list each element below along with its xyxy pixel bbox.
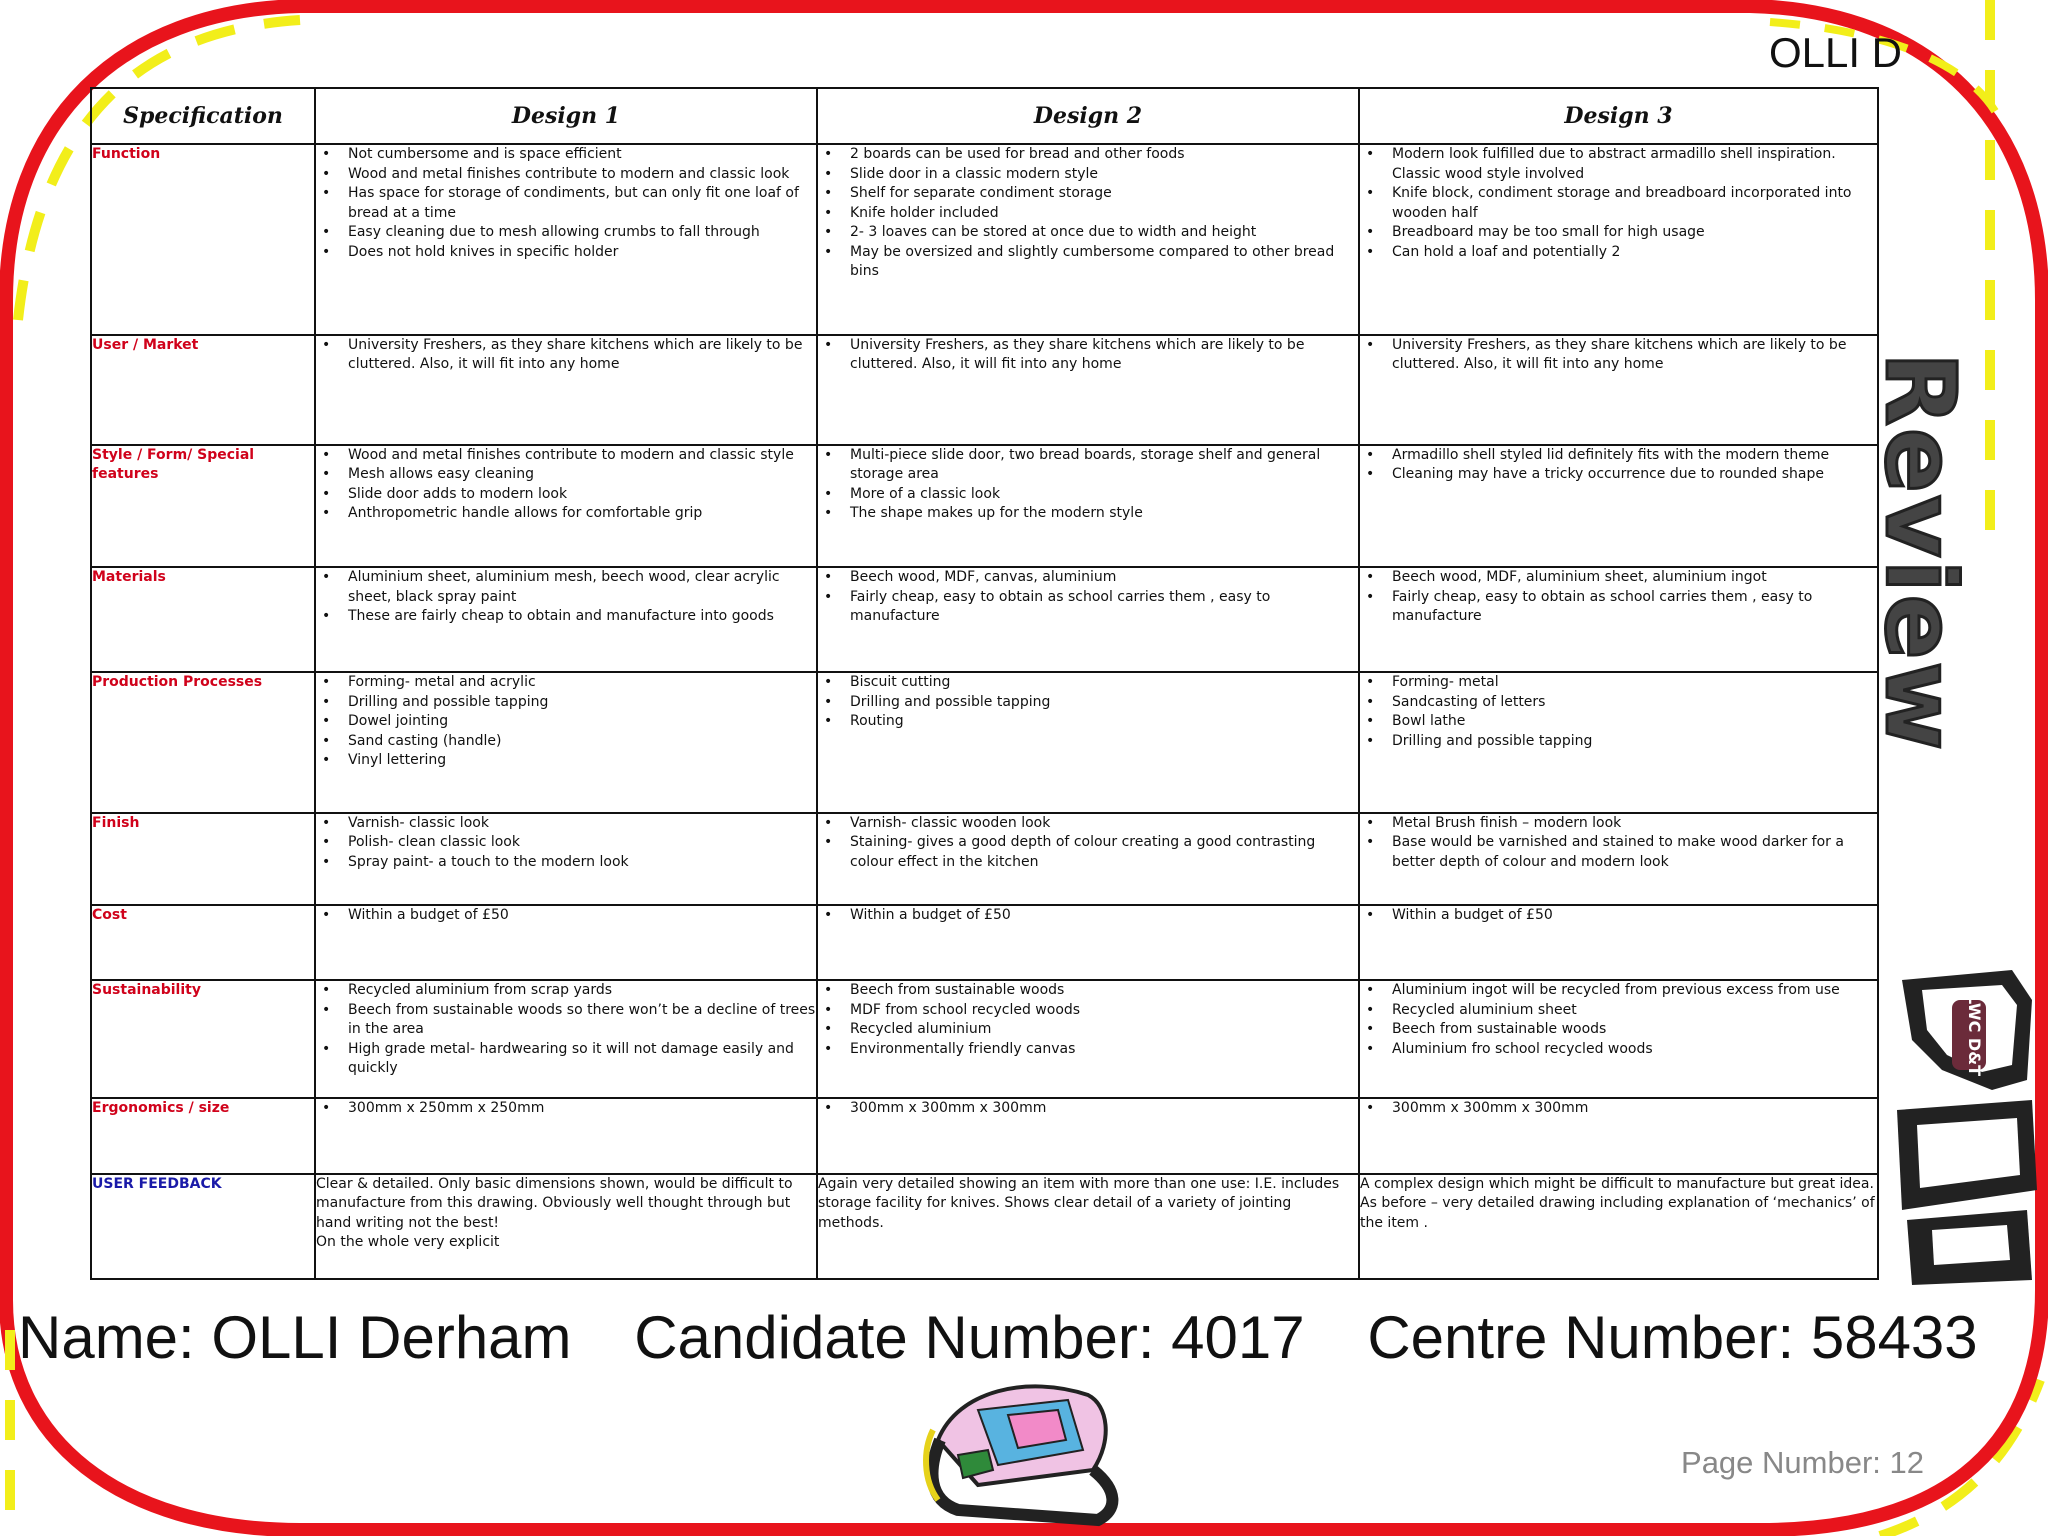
- bullet-item: • Can hold a loaf and potentially 2: [1360, 243, 1877, 263]
- bullet-item: • Recycled aluminium: [818, 1020, 1358, 1040]
- bullet-list: [316, 906, 816, 926]
- bullet-list: [818, 673, 1358, 732]
- design-cell-d1: [315, 980, 817, 1098]
- design-cell-d1: [315, 144, 817, 335]
- bullet-item: • Slide door in a classic modern style: [818, 165, 1358, 185]
- bullet-item: • 300mm x 300mm x 300mm: [1360, 1099, 1877, 1119]
- bullet-list: [316, 568, 816, 627]
- header-design-3: Design 3: [1359, 88, 1878, 144]
- bullet-item: • Spray paint- a touch to the modern look: [316, 853, 816, 873]
- feedback-cell-d2: [817, 1174, 1359, 1279]
- bullet-list: [1360, 568, 1877, 627]
- design-cell-d3: [1359, 905, 1878, 980]
- bullet-list: [1360, 1099, 1877, 1119]
- bullet-item: • Aluminium fro school recycled woods: [1360, 1040, 1877, 1060]
- table-row: [91, 1098, 1878, 1173]
- bullet-item: • 300mm x 300mm x 300mm: [818, 1099, 1358, 1119]
- bullet-item: • Has space for storage of condiments, but can only fit one loaf of bread at a time: [316, 184, 816, 223]
- bullet-list: [316, 673, 816, 771]
- feedback-text: A complex design which might be difficult to manufacture but great idea. As before – very detailed drawing including explanation of ‘mechanics’ of the item .: [1360, 1175, 1875, 1231]
- design-cell-d1: [315, 672, 817, 812]
- design-cell-d3: [1359, 813, 1878, 905]
- spec-label: Function: [91, 144, 315, 335]
- armadillo-sketch-icon: [918, 1370, 1130, 1530]
- table-row: [91, 980, 1878, 1098]
- bullet-item: • Sand casting (handle): [316, 732, 816, 752]
- design-cell-d1: [315, 445, 817, 567]
- header-design-2: Design 2: [817, 88, 1359, 144]
- spec-label: Style / Form/ Special features: [91, 445, 315, 567]
- feedback-text: Again very detailed showing an item with more than one use: I.E. includes storage facility for knives. Shows clear detail of a variety of jointing methods.: [818, 1175, 1340, 1231]
- bullet-item: • Wood and metal finishes contribute to modern and classic style: [316, 446, 816, 466]
- table-row: [91, 335, 1878, 445]
- table-row: [91, 567, 1878, 672]
- bullet-item: • Slide door adds to modern look: [316, 485, 816, 505]
- bullet-list: [1360, 446, 1877, 485]
- design-cell-d2: [817, 567, 1359, 672]
- bullet-list: [1360, 814, 1877, 873]
- bullet-item: • Drilling and possible tapping: [818, 693, 1358, 713]
- bullet-item: • Varnish- classic wooden look: [818, 814, 1358, 834]
- header-design-1: Design 1: [315, 88, 817, 144]
- review-title: Review: [1864, 352, 1976, 753]
- bullet-item: • Recycled aluminium sheet: [1360, 1001, 1877, 1021]
- candidate-name: Name: OLLI Derham: [18, 1304, 572, 1371]
- design-cell-d3: [1359, 567, 1878, 672]
- bullet-item: • Within a budget of £50: [818, 906, 1358, 926]
- spec-label: Production Processes: [91, 672, 315, 812]
- bullet-list: [818, 1099, 1358, 1119]
- bullet-item: • Varnish- classic look: [316, 814, 816, 834]
- bullet-list: [818, 906, 1358, 926]
- bullet-item: • Beech from sustainable woods: [818, 981, 1358, 1001]
- dt-department-logo: [1882, 960, 2042, 1290]
- design-cell-d2: [817, 1098, 1359, 1173]
- design-cell-d2: [817, 905, 1359, 980]
- feedback-row: [91, 1174, 1878, 1279]
- design-cell-d2: [817, 672, 1359, 812]
- design-cell-d3: [1359, 1098, 1878, 1173]
- spec-label: User / Market: [91, 335, 315, 445]
- bullet-item: • Vinyl lettering: [316, 751, 816, 771]
- table-body: [91, 144, 1878, 1279]
- bullet-item: • Beech from sustainable woods: [1360, 1020, 1877, 1040]
- bullet-item: • Fairly cheap, easy to obtain as school carries them , easy to manufacture: [1360, 588, 1877, 627]
- bullet-item: • Shelf for separate condiment storage: [818, 184, 1358, 204]
- bullet-list: [1360, 336, 1877, 375]
- bullet-item: • Metal Brush finish – modern look: [1360, 814, 1877, 834]
- bullet-list: [818, 568, 1358, 627]
- bullet-item: • Within a budget of £50: [316, 906, 816, 926]
- bullet-item: • University Freshers, as they share kitchens which are likely to be cluttered. Also, it will fit into any home: [316, 336, 816, 375]
- bullet-list: [1360, 145, 1877, 262]
- design-cell-d1: [315, 335, 817, 445]
- bullet-item: • Biscuit cutting: [818, 673, 1358, 693]
- bullet-item: • Routing: [818, 712, 1358, 732]
- bullet-item: • Breadboard may be too small for high usage: [1360, 223, 1877, 243]
- bullet-item: • Armadillo shell styled lid definitely fits with the modern theme: [1360, 446, 1877, 466]
- bullet-list: [818, 814, 1358, 873]
- design-cell-d3: [1359, 144, 1878, 335]
- bullet-item: • Knife block, condiment storage and breadboard incorporated into wooden half: [1360, 184, 1877, 223]
- bullet-item: • Mesh allows easy cleaning: [316, 465, 816, 485]
- design-cell-d3: [1359, 445, 1878, 567]
- feedback-text: Clear & detailed. Only basic dimensions shown, would be difficult to manufacture from this drawing. Obviously well thought through but hand writing not the best! On the whole very explicit: [316, 1175, 793, 1251]
- bullet-item: • More of a classic look: [818, 485, 1358, 505]
- bullet-item: • Knife holder included: [818, 204, 1358, 224]
- candidate-number: Candidate Number: 4017: [634, 1304, 1305, 1371]
- bullet-item: • High grade metal- hardwearing so it will not damage easily and quickly: [316, 1040, 816, 1079]
- bullet-list: [818, 336, 1358, 375]
- bullet-item: • Drilling and possible tapping: [316, 693, 816, 713]
- bullet-list: [818, 981, 1358, 1059]
- candidate-footer: [18, 1298, 2048, 1378]
- bullet-item: • Multi-piece slide door, two bread boards, storage shelf and general storage area: [818, 446, 1358, 485]
- bullet-item: • Recycled aluminium from scrap yards: [316, 981, 816, 1001]
- bullet-item: • Beech wood, MDF, aluminium sheet, aluminium ingot: [1360, 568, 1877, 588]
- bullet-item: • Does not hold knives in specific holder: [316, 243, 816, 263]
- design-cell-d2: [817, 335, 1359, 445]
- design-cell-d1: [315, 813, 817, 905]
- bullet-item: • Easy cleaning due to mesh allowing crumbs to fall through: [316, 223, 816, 243]
- bullet-item: • Cleaning may have a tricky occurrence due to rounded shape: [1360, 465, 1877, 485]
- bullet-item: • Polish- clean classic look: [316, 833, 816, 853]
- bullet-item: • Fairly cheap, easy to obtain as school carries them , easy to manufacture: [818, 588, 1358, 627]
- design-cell-d1: [315, 905, 817, 980]
- bullet-item: • MDF from school recycled woods: [818, 1001, 1358, 1021]
- logo-text: LWC D&T: [1965, 993, 1984, 1077]
- bullet-item: • Wood and metal finishes contribute to modern and classic look: [316, 165, 816, 185]
- table-header-row: [91, 88, 1878, 144]
- bullet-list: [316, 145, 816, 262]
- design-cell-d1: [315, 567, 817, 672]
- design-cell-d3: [1359, 980, 1878, 1098]
- bullet-list: [316, 814, 816, 873]
- centre-number: Centre Number: 58433: [1367, 1304, 1978, 1371]
- table-row: [91, 672, 1878, 812]
- spec-label: Materials: [91, 567, 315, 672]
- bullet-item: • Aluminium sheet, aluminium mesh, beech wood, clear acrylic sheet, black spray paint: [316, 568, 816, 607]
- feedback-label: USER FEEDBACK: [91, 1174, 315, 1279]
- page-number: Page Number: 12: [1681, 1445, 1924, 1480]
- feedback-cell-d1: [315, 1174, 817, 1279]
- bullet-list: [818, 446, 1358, 524]
- spec-label: Sustainability: [91, 980, 315, 1098]
- bullet-item: • May be oversized and slightly cumbersome compared to other bread bins: [818, 243, 1358, 282]
- spec-label: Ergonomics / size: [91, 1098, 315, 1173]
- design-cell-d2: [817, 813, 1359, 905]
- design-cell-d3: [1359, 672, 1878, 812]
- bullet-item: • Sandcasting of letters: [1360, 693, 1877, 713]
- spec-label: Finish: [91, 813, 315, 905]
- design-cell-d3: [1359, 335, 1878, 445]
- bullet-list: [316, 1099, 816, 1119]
- design-cell-d2: [817, 445, 1359, 567]
- bullet-item: • Forming- metal: [1360, 673, 1877, 693]
- bullet-item: • Within a budget of £50: [1360, 906, 1877, 926]
- bullet-item: • Bowl lathe: [1360, 712, 1877, 732]
- header-specification: Specification: [91, 88, 315, 144]
- table-row: [91, 445, 1878, 567]
- bullet-list: [316, 336, 816, 375]
- bullet-item: • Forming- metal and acrylic: [316, 673, 816, 693]
- spec-label: Cost: [91, 905, 315, 980]
- bullet-list: [818, 145, 1358, 282]
- table-row: [91, 813, 1878, 905]
- table-row: [91, 144, 1878, 335]
- bullet-item: • 2- 3 loaves can be stored at once due to width and height: [818, 223, 1358, 243]
- bullet-list: [316, 981, 816, 1079]
- bullet-list: [1360, 981, 1877, 1059]
- author-tag: OLLI D: [1768, 29, 1902, 76]
- bullet-item: • Environmentally friendly canvas: [818, 1040, 1358, 1060]
- bullet-item: • Drilling and possible tapping: [1360, 732, 1877, 752]
- bullet-item: • Not cumbersome and is space efficient: [316, 145, 816, 165]
- bullet-item: • These are fairly cheap to obtain and manufacture into goods: [316, 607, 816, 627]
- bullet-item: • Modern look fulfilled due to abstract armadillo shell inspiration. Classic wood style involved: [1360, 145, 1877, 184]
- bullet-item: • 300mm x 250mm x 250mm: [316, 1099, 816, 1119]
- design-cell-d2: [817, 144, 1359, 335]
- bullet-item: • 2 boards can be used for bread and other foods: [818, 145, 1358, 165]
- bullet-item: • Aluminium ingot will be recycled from previous excess from use: [1360, 981, 1877, 1001]
- bullet-item: • The shape makes up for the modern style: [818, 504, 1358, 524]
- bullet-item: • Anthropometric handle allows for comfortable grip: [316, 504, 816, 524]
- bullet-item: • Beech wood, MDF, canvas, aluminium: [818, 568, 1358, 588]
- design-cell-d2: [817, 980, 1359, 1098]
- bullet-item: • University Freshers, as they share kitchens which are likely to be cluttered. Also, it will fit into any home: [1360, 336, 1877, 375]
- bullet-item: • University Freshers, as they share kitchens which are likely to be cluttered. Also, it will fit into any home: [818, 336, 1358, 375]
- bullet-item: • Staining- gives a good depth of colour creating a good contrasting colour effect in the kitchen: [818, 833, 1358, 872]
- feedback-cell-d3: [1359, 1174, 1878, 1279]
- bullet-list: [1360, 673, 1877, 751]
- bullet-item: • Dowel jointing: [316, 712, 816, 732]
- bullet-list: [316, 446, 816, 524]
- specification-table: [90, 87, 1879, 1280]
- bullet-item: • Base would be varnished and stained to make wood darker for a better depth of colour and modern look: [1360, 833, 1877, 872]
- table-row: [91, 905, 1878, 980]
- bullet-item: • Beech from sustainable woods so there won’t be a decline of trees in the area: [316, 1001, 816, 1040]
- bullet-list: [1360, 906, 1877, 926]
- design-cell-d1: [315, 1098, 817, 1173]
